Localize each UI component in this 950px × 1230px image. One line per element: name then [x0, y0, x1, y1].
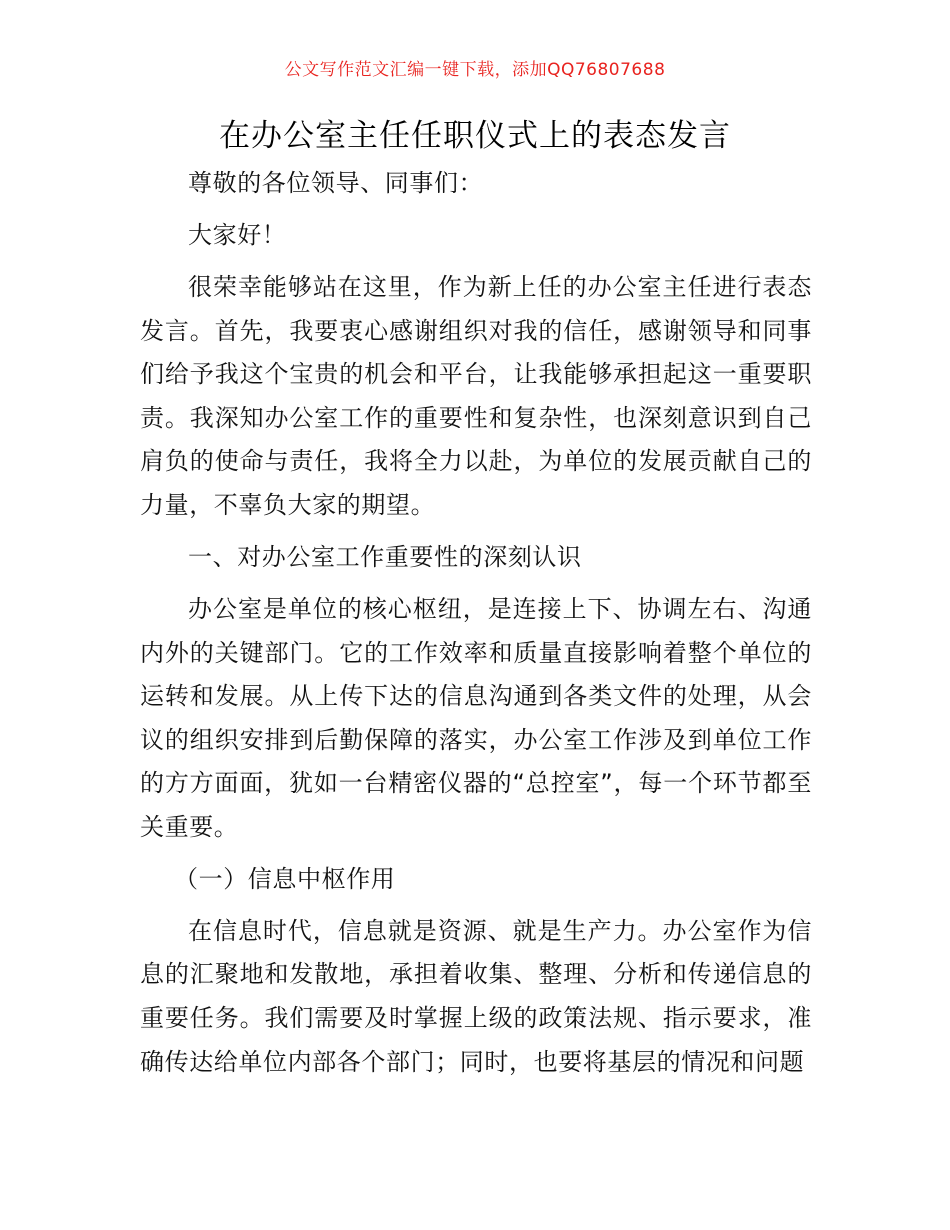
subsection-heading: （一）信息中枢作用: [174, 864, 396, 893]
body-paragraph: 办公室是单位的核心枢纽，是连接上下、协调左右、沟通内外的关键部门。它的工作效率和质量直接影响着整个单位的运转和发展。从上传下达的信息沟通到各类文件的处理，从会议的组织安排到后勤保障的落实，办公室工作涉及到单位工作的方方面面，犹如一台精密仪器的“总控室”，每一个环节都至关重要。: [140, 594, 812, 841]
greeting: 大家好！: [188, 220, 287, 249]
document-body: [140, 162, 812, 1084]
salutation: 尊敬的各位领导、同事们：: [188, 169, 484, 197]
body-paragraph: 在信息时代，信息就是资源、就是生产力。办公室作为信息的汇聚地和发散地，承担着收集、整理、分析和传递信息的重要任务。我们需要及时掌握上级的政策法规、指示要求，准确传达给单位内部各个部门；同时，也要将基层的情况和问题: [140, 916, 812, 1076]
section-heading: 一、对办公室工作重要性的深刻认识: [188, 542, 582, 571]
intro-paragraph: 很荣幸能够站在这里，作为新上任的办公室主任进行表态发言。首先，我要衷心感谢组织对我的信任，感谢领导和同事们给予我这个宝贵的机会和平台，让我能够承担起这一重要职责。我深知办公室工作的重要性和复杂性，也深刻意识到自己肩负的使命与责任，我将全力以赴，为单位的发展贡献自己的力量，不辜负大家的期望。: [140, 272, 812, 519]
page-title: 在办公室主任任职仪式上的表态发言: [219, 118, 731, 154]
download-banner: 公文写作范文汇编一键下载，添加QQ76807688: [284, 60, 666, 80]
